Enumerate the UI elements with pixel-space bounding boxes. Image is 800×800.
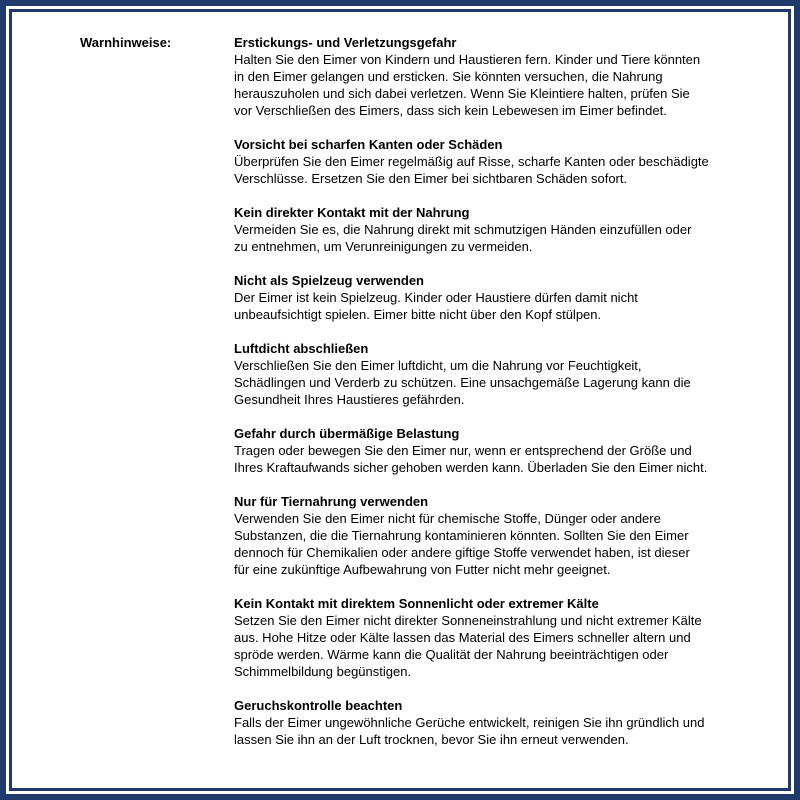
section-body: Vermeiden Sie es, die Nahrung direkt mit schmutzigen Händen einzufüllen oder zu entnehmen, um Verunreinigungen zu vermeiden. [234,222,692,254]
section-title: Vorsicht bei scharfen Kanten oder Schäden [234,137,503,152]
warning-section [234,595,764,680]
warnings-label: Warnhinweise: [80,35,172,50]
section-title: Kein direkter Kontakt mit der Nahrung [234,205,470,220]
warning-section [234,136,764,187]
warning-section [234,340,764,408]
section-body: Halten Sie den Eimer von Kindern und Haustieren fern. Kinder und Tiere könnten in den Eimer gelangen und ersticken. Sie könnten versuchen, die Nahrung herauszuholen und sich dabei verletzen. Wenn Sie Kleintiere halten, prüfen Sie vor Verschließen des Eimers, dass sich kein Lebewesen im Eimer befindet. [234,52,701,118]
section-body: Tragen oder bewegen Sie den Eimer nur, wenn er entsprechend der Größe und Ihres Kraftaufwands sicher gehoben werden kann. Überladen Sie den Eimer nicht. [234,443,708,475]
section-body: Verschließen Sie den Eimer luftdicht, um die Nahrung vor Feuchtigkeit, Schädlingen und Verderb zu schützen. Eine unsachgemäße Lagerung kann die Gesundheit Ihres Haustieres gefährden. [234,358,691,407]
section-body: Falls der Eimer ungewöhnliche Gerüche entwickelt, reinigen Sie ihn gründlich und lassen Sie ihn an der Luft trocknen, bevor Sie ihn erneut verwenden. [234,715,705,747]
section-body: Setzen Sie den Eimer nicht direkter Sonneneinstrahlung und nicht extremer Kälte aus. Hohe Hitze oder Kälte lassen das Material des Eimers schneller altern und spröde werden. Wärme kann die Qualität der Nahrung beeinträchtigen oder Schimmelbildung begünstigen. [234,613,702,679]
warning-section [234,493,764,578]
warning-section [234,425,764,476]
section-body: Verwenden Sie den Eimer nicht für chemische Stoffe, Dünger oder andere Substanzen, die die Tiernahrung kontaminieren könnten. Sollten Sie den Eimer dennoch für Chemikalien oder andere giftige Stoffe verwendet haben, ist dieser für eine zukünftige Aufbewahrung von Futter nicht mehr geeignet. [234,511,690,577]
section-title: Erstickungs- und Verletzungsgefahr [234,35,457,50]
section-title: Geruchskontrolle beachten [234,698,403,713]
section-title: Nur für Tiernahrung verwenden [234,494,429,509]
section-title: Kein Kontakt mit direktem Sonnenlicht oder extremer Kälte [234,596,599,611]
warning-section [234,697,764,748]
warning-section [234,204,764,255]
warnings-list [234,34,764,765]
warning-section [234,272,764,323]
section-body: Überprüfen Sie den Eimer regelmäßig auf Risse, scharfe Kanten oder beschädigte Verschlüsse. Ersetzen Sie den Eimer bei sichtbaren Schäden sofort. [234,154,709,186]
section-title: Gefahr durch übermäßige Belastung [234,426,460,441]
section-body: Der Eimer ist kein Spielzeug. Kinder oder Haustiere dürfen damit nicht unbeaufsichtigt spielen. Eimer bitte nicht über den Kopf stülpen. [234,290,638,322]
warning-section [234,34,764,119]
section-title: Nicht als Spielzeug verwenden [234,273,424,288]
section-title: Luftdicht abschließen [234,341,369,356]
